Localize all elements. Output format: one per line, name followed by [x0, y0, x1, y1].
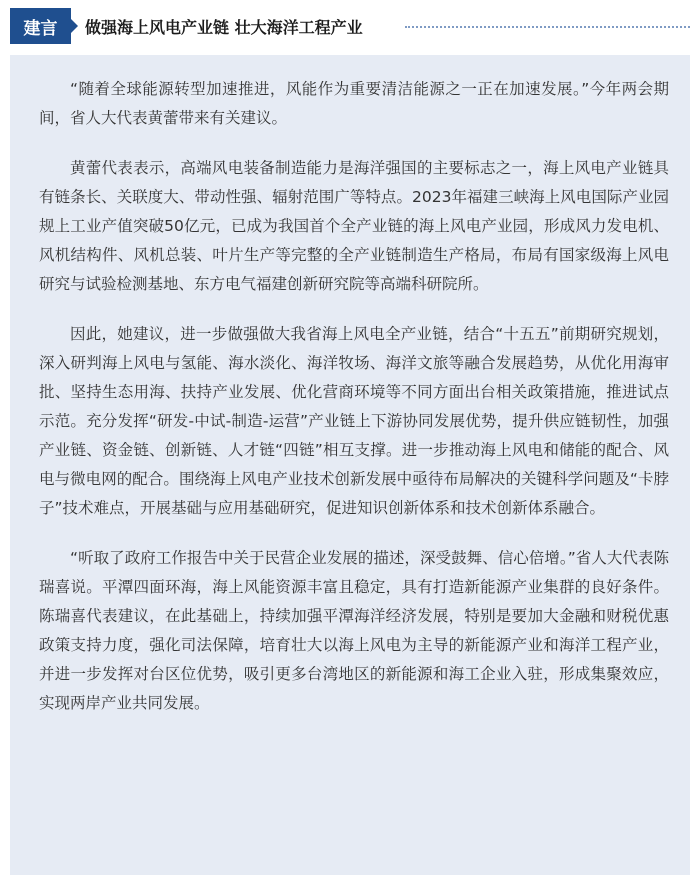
- article-body: [10, 55, 690, 875]
- paragraph: 因此，她建议，进一步做强做大我省海上风电全产业链，结合“十五五”前期研究规划，深入研判海上风电与氢能、海水淡化、海洋牧场、海洋文旅等融合发展趋势，从优化用海审批、坚持生态用海、扶持产业发展、优化营商环境等不同方面出台相关政策措施，推进试点示范。充分发挥“研发-中试-制造-运营”产业链上下游协同发展优势，提升供应链韧性，加强产业链、资金链、创新链、人才链“四链”相互支撑。进一步推动海上风电和储能的配合、风电与微电网的配合。围绕海上风电产业技术创新发展中亟待布局解决的关键科学问题及“卡脖子”技术难点，开展基础与应用基础研究，促进知识创新体系和技术创新体系融合。: [39, 325, 669, 517]
- section-tag: 建言: [10, 8, 71, 44]
- paragraph: “随着全球能源转型加速推进，风能作为重要清洁能源之一正在加速发展。”今年两会期间，省人大代表黄蕾带来有关建议。: [39, 80, 669, 127]
- tag-arrow-icon: [71, 19, 78, 33]
- section-header: [10, 8, 690, 44]
- paragraph: 黄蕾代表表示，高端风电装备制造能力是海洋强国的主要标志之一，海上风电产业链具有链条长、关联度大、带动性强、辐射范围广等特点。2023年福建三峡海上风电国际产业园规上工业产值突破50亿元，已成为我国首个全产业链的海上风电产业园，形成风力发电机、风机结构件、风机总装、叶片生产等完整的全产业链制造生产格局，布局有国家级海上风电研究与试验检测基地、东方电气福建创新研究院等高端科研院所。: [39, 159, 669, 293]
- paragraph: “听取了政府工作报告中关于民营企业发展的描述，深受鼓舞、信心倍增。”省人大代表陈瑞喜说。平潭四面环海，海上风能资源丰富且稳定，具有打造新能源产业集群的良好条件。陈瑞喜代表建议，在此基础上，持续加强平潭海洋经济发展，特别是要加大金融和财税优惠政策支持力度，强化司法保障，培育壮大以海上风电为主导的新能源产业和海洋工程产业，并进一步发挥对台区位优势，吸引更多台湾地区的新能源和海工企业入驻，形成集聚效应，实现两岸产业共同发展。: [39, 549, 669, 712]
- article-title: 做强海上风电产业链 壮大海洋工程产业: [85, 17, 363, 37]
- dotted-divider: [405, 26, 690, 28]
